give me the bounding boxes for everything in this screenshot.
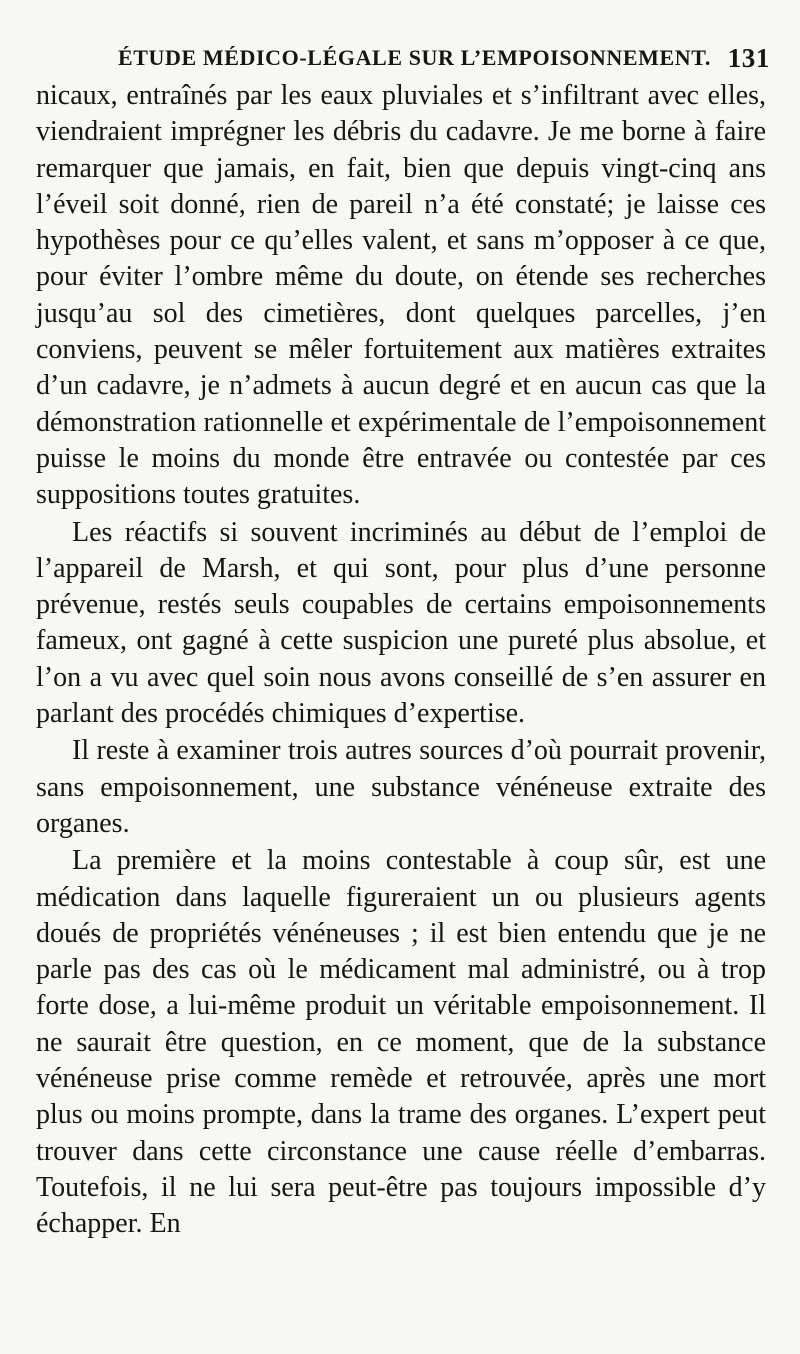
paragraph: Les réactifs si souvent incriminés au début de l’emploi de l’appareil de Marsh, et qui sont, pour plus d’une personne prévenue, restés seuls coupables de certains empoisonnements fameux, ont gagné à cette suspicion une pureté plus absolue, et l’on a vu avec quel soin nous avons conseillé de s’en assurer en parlant des procédés chimiques d’expertise. xyxy=(36,516,766,730)
paragraph: Il reste à examiner trois autres sources d’où pourrait provenir, sans empoisonnement, une substance vénéneuse extraite des organes. xyxy=(36,735,766,839)
paragraph: La première et la moins contestable à coup sûr, est une médication dans laquelle figureraient un ou plusieurs agents doués de propriétés vénéneuses ; il est bien entendu que je ne parle pas des cas où le médicament mal administré, ou à trop forte dose, a lui-même produit un véritable empoisonnement. Il ne saurait être question, en ce moment, que de la substance vénéneuse prise comme remède et retrouvée, après une mort plus ou moins prompte, dans la trame des organes. L’expert peut trouver dans cette circonstance une cause réelle d’embarras. Toutefois, il ne lui sera peut-être pas toujours impossible d’y échapper. En xyxy=(36,845,766,1240)
running-head-title: ÉTUDE MÉDICO-LÉGALE SUR L’EMPOISONNEMENT. xyxy=(118,45,712,70)
running-head xyxy=(110,43,770,79)
body-text xyxy=(36,78,766,1243)
page-number: 131 xyxy=(727,43,770,73)
paragraph: nicaux, entraînés par les eaux pluviales et s’infiltrant avec elles, viendraient imprégner les débris du cadavre. Je me borne à faire remarquer que jamais, en fait, bien que depuis vingt-cinq ans l’éveil soit donné, rien de pareil n’a été constaté; je laisse ces hypothèses pour ce qu’elles valent, et sans m’opposer à ce que, pour éviter l’ombre même du doute, on étende ses recherches jusqu’au sol des cimetières, dont quelques parcelles, j’en conviens, peuvent se mêler fortuitement aux matières extraites d’un cadavre, je n’admets à aucun degré et en aucun cas que la démonstration rationnelle et expérimentale de l’empoisonnement puisse le moins du monde être entravée ou contestée par ces suppositions toutes gratuites. xyxy=(36,80,766,511)
